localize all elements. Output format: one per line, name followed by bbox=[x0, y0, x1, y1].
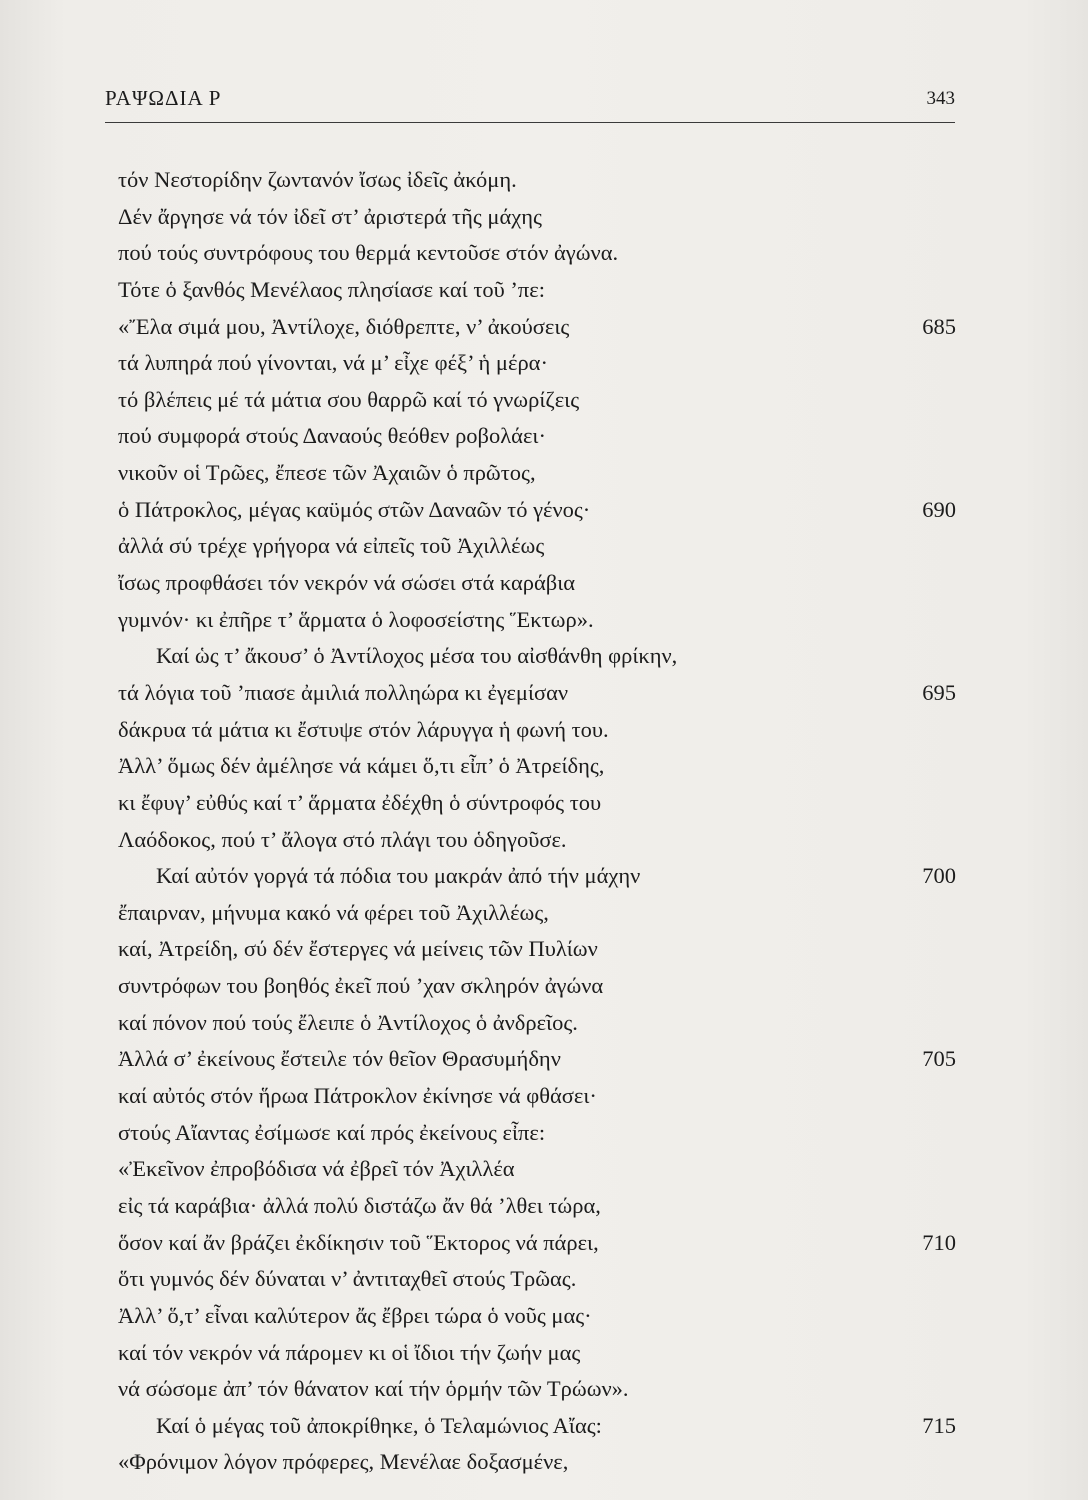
verse-text: ὅτι γυμνός δέν δύναται ν’ ἀντιταχθεῖ στούς Τρῶας. bbox=[118, 1266, 577, 1292]
verse-line bbox=[118, 1188, 956, 1225]
verse-text: τά λυπηρά πού γίνονται, νά μ’ εἶχε φέξ’ ἡ μέρα· bbox=[118, 350, 548, 376]
verse-text: Καί ὁ μέγας τοῦ ἀποκρίθηκε, ὁ Τελαμώνιος Αἴας: bbox=[156, 1412, 602, 1438]
verse-line bbox=[118, 162, 956, 199]
verse-line bbox=[118, 748, 956, 785]
verse-line bbox=[118, 1261, 956, 1298]
verse-line bbox=[118, 345, 956, 382]
verse-text: ὁ Πάτροκλος, μέγας καϋμός στῶν Δαναῶν τό γένος· bbox=[118, 496, 591, 522]
verse-line bbox=[118, 1371, 956, 1408]
verse-text: νικοῦν οἱ Τρῶες, ἔπεσε τῶν Ἀχαιῶν ὁ πρῶτος, bbox=[118, 460, 536, 486]
verse-text: εἰς τά καράβια· ἀλλά πολύ διστάζω ἄν θά ’λθει τώρα, bbox=[118, 1192, 601, 1218]
verse-line bbox=[118, 1444, 956, 1481]
verse-text: ὅσον καί ἄν βράζει ἐκδίκησιν τοῦ Ἕκτορος νά πάρει, bbox=[118, 1229, 599, 1255]
verse-text: Δέν ἄργησε νά τόν ἰδεῖ στ’ ἀριστερά τῆς μάχης bbox=[118, 203, 542, 229]
verse-text: «Ἐκεῖνον ἐπροβόδισα νά ἐβρεῖ τόν Ἀχιλλέα bbox=[118, 1156, 515, 1182]
verse-block bbox=[118, 162, 956, 1481]
verse-text: καί, Ἀτρείδη, σύ δέν ἔστεργες νά μείνεις τῶν Πυλίων bbox=[118, 936, 598, 962]
verse-line bbox=[118, 492, 956, 529]
verse-text: Καί αὐτόν γοργά τά πόδια του μακράν ἀπό τήν μάχην bbox=[156, 863, 641, 889]
verse-line bbox=[118, 418, 956, 455]
verse-line bbox=[118, 1078, 956, 1115]
verse-line bbox=[118, 675, 956, 712]
verse-line bbox=[118, 602, 956, 639]
verse-line bbox=[118, 1151, 956, 1188]
verse-text: Τότε ὁ ξανθός Μενέλαος πλησίασε καί τοῦ ’πε: bbox=[118, 276, 545, 302]
verse-text: Λαόδοκος, πού τ’ ἄλογα στό πλάγι του ὁδηγοῦσε. bbox=[118, 826, 567, 852]
verse-line bbox=[118, 565, 956, 602]
verse-text: Καί ὡς τ’ ἄκουσ’ ὁ Ἀντίλοχος μέσα του αἰσθάνθη φρίκην, bbox=[156, 643, 678, 669]
verse-text: τόν Νεστορίδην ζωντανόν ἴσως ἰδεῖς ἀκόμη. bbox=[118, 167, 517, 192]
verse-text: Ἀλλ’ ὅμως δέν ἀμέλησε νά κάμει ὅ,τι εἶπ’ ὁ Ἀτρείδης, bbox=[118, 753, 605, 779]
verse-line bbox=[118, 785, 956, 822]
verse-line bbox=[118, 858, 956, 895]
line-number: 690 bbox=[922, 496, 956, 522]
verse-line bbox=[118, 1298, 956, 1335]
verse-line bbox=[118, 712, 956, 749]
verse-line bbox=[118, 1335, 956, 1372]
verse-text: καί τόν νεκρόν νά πάρομεν κι οἱ ἴδιοι τήν ζωήν μας bbox=[118, 1339, 581, 1365]
verse-text: καί αὐτός στόν ἥρωα Πάτροκλον ἐκίνησε νά φθάσει· bbox=[118, 1083, 597, 1109]
line-number: 695 bbox=[922, 679, 956, 705]
verse-line bbox=[118, 1225, 956, 1262]
page-header bbox=[105, 82, 955, 123]
verse-text: πού συμφορά στούς Δαναούς θεόθεν ροβολάει· bbox=[118, 423, 546, 449]
verse-line bbox=[118, 272, 956, 309]
verse-text: Ἀλλ’ ὅ,τ’ εἶναι καλύτερον ἄς ἔβρει τώρα ὁ νοῦς μας· bbox=[118, 1302, 592, 1328]
verse-line bbox=[118, 1041, 956, 1078]
verse-line bbox=[118, 822, 956, 859]
verse-line bbox=[118, 1408, 956, 1445]
verse-text: καί πόνον πού τούς ἔλειπε ὁ Ἀντίλοχος ὁ ἀνδρεῖος. bbox=[118, 1009, 578, 1035]
line-number: 700 bbox=[922, 863, 956, 889]
verse-line bbox=[118, 235, 956, 272]
running-head: ΡΑΨΩΔΙΑ Ρ bbox=[105, 86, 222, 110]
line-number: 710 bbox=[922, 1229, 956, 1255]
line-number: 705 bbox=[922, 1046, 956, 1072]
verse-text: Ἀλλά σ’ ἐκείνους ἔστειλε τόν θεῖον Θρασυμήδην bbox=[118, 1046, 561, 1072]
verse-text: γυμνόν· κι ἐπῆρε τ’ ἅρματα ὁ λοφοσείστης Ἕκτωρ». bbox=[118, 606, 594, 632]
verse-line bbox=[118, 528, 956, 565]
verse-line bbox=[118, 968, 956, 1005]
verse-text: ἀλλά σύ τρέχε γρήγορα νά εἰπεῖς τοῦ Ἀχιλλέως bbox=[118, 533, 545, 559]
verse-line bbox=[118, 895, 956, 932]
verse-line bbox=[118, 382, 956, 419]
verse-line bbox=[118, 931, 956, 968]
verse-text: στούς Αἴαντας ἐσίμωσε καί πρός ἐκείνους εἶπε: bbox=[118, 1119, 546, 1145]
verse-text: τό βλέπεις μέ τά μάτια σου θαρρῶ καί τό γνωρίζεις bbox=[118, 386, 580, 412]
verse-line bbox=[118, 199, 956, 236]
verse-text: πού τούς συντρόφους του θερμά κεντοῦσε στόν ἀγώνα. bbox=[118, 240, 619, 266]
verse-text: συντρόφων του βοηθός ἐκεῖ πού ’χαν σκληρόν ἀγώνα bbox=[118, 973, 604, 999]
line-number: 685 bbox=[922, 313, 956, 339]
line-number: 715 bbox=[922, 1412, 956, 1438]
verse-text: τά λόγια τοῦ ’πιασε ἀμιλιά πολληώρα κι ἐγεμίσαν bbox=[118, 679, 569, 705]
verse-text: ἔπαιρναν, μήνυμα κακό νά φέρει τοῦ Ἀχιλλέως, bbox=[118, 899, 549, 925]
verse-text: «Φρόνιμον λόγον πρόφερες, Μενέλαε δοξασμένε, bbox=[118, 1449, 569, 1475]
verse-line bbox=[118, 309, 956, 346]
verse-line bbox=[118, 455, 956, 492]
verse-text: νά σώσομε ἀπ’ τόν θάνατον καί τήν ὁρμήν τῶν Τρώων». bbox=[118, 1376, 629, 1402]
verse-line bbox=[118, 1005, 956, 1042]
page-number: 343 bbox=[926, 88, 955, 109]
verse-line bbox=[118, 638, 956, 675]
verse-text: ἴσως προφθάσει τόν νεκρόν νά σώσει στά καράβια bbox=[118, 570, 576, 596]
verse-text: κι ἔφυγ’ εὐθύς καί τ’ ἅρματα ἐδέχθη ὁ σύντροφός του bbox=[118, 789, 602, 815]
verse-text: «Ἔλα σιμά μου, Ἀντίλοχε, διόθρεπτε, ν’ ἀκούσεις bbox=[118, 313, 570, 339]
verse-line bbox=[118, 1115, 956, 1152]
verse-text: δάκρυα τά μάτια κι ἔστυψε στόν λάρυγγα ἡ φωνή του. bbox=[118, 716, 609, 742]
